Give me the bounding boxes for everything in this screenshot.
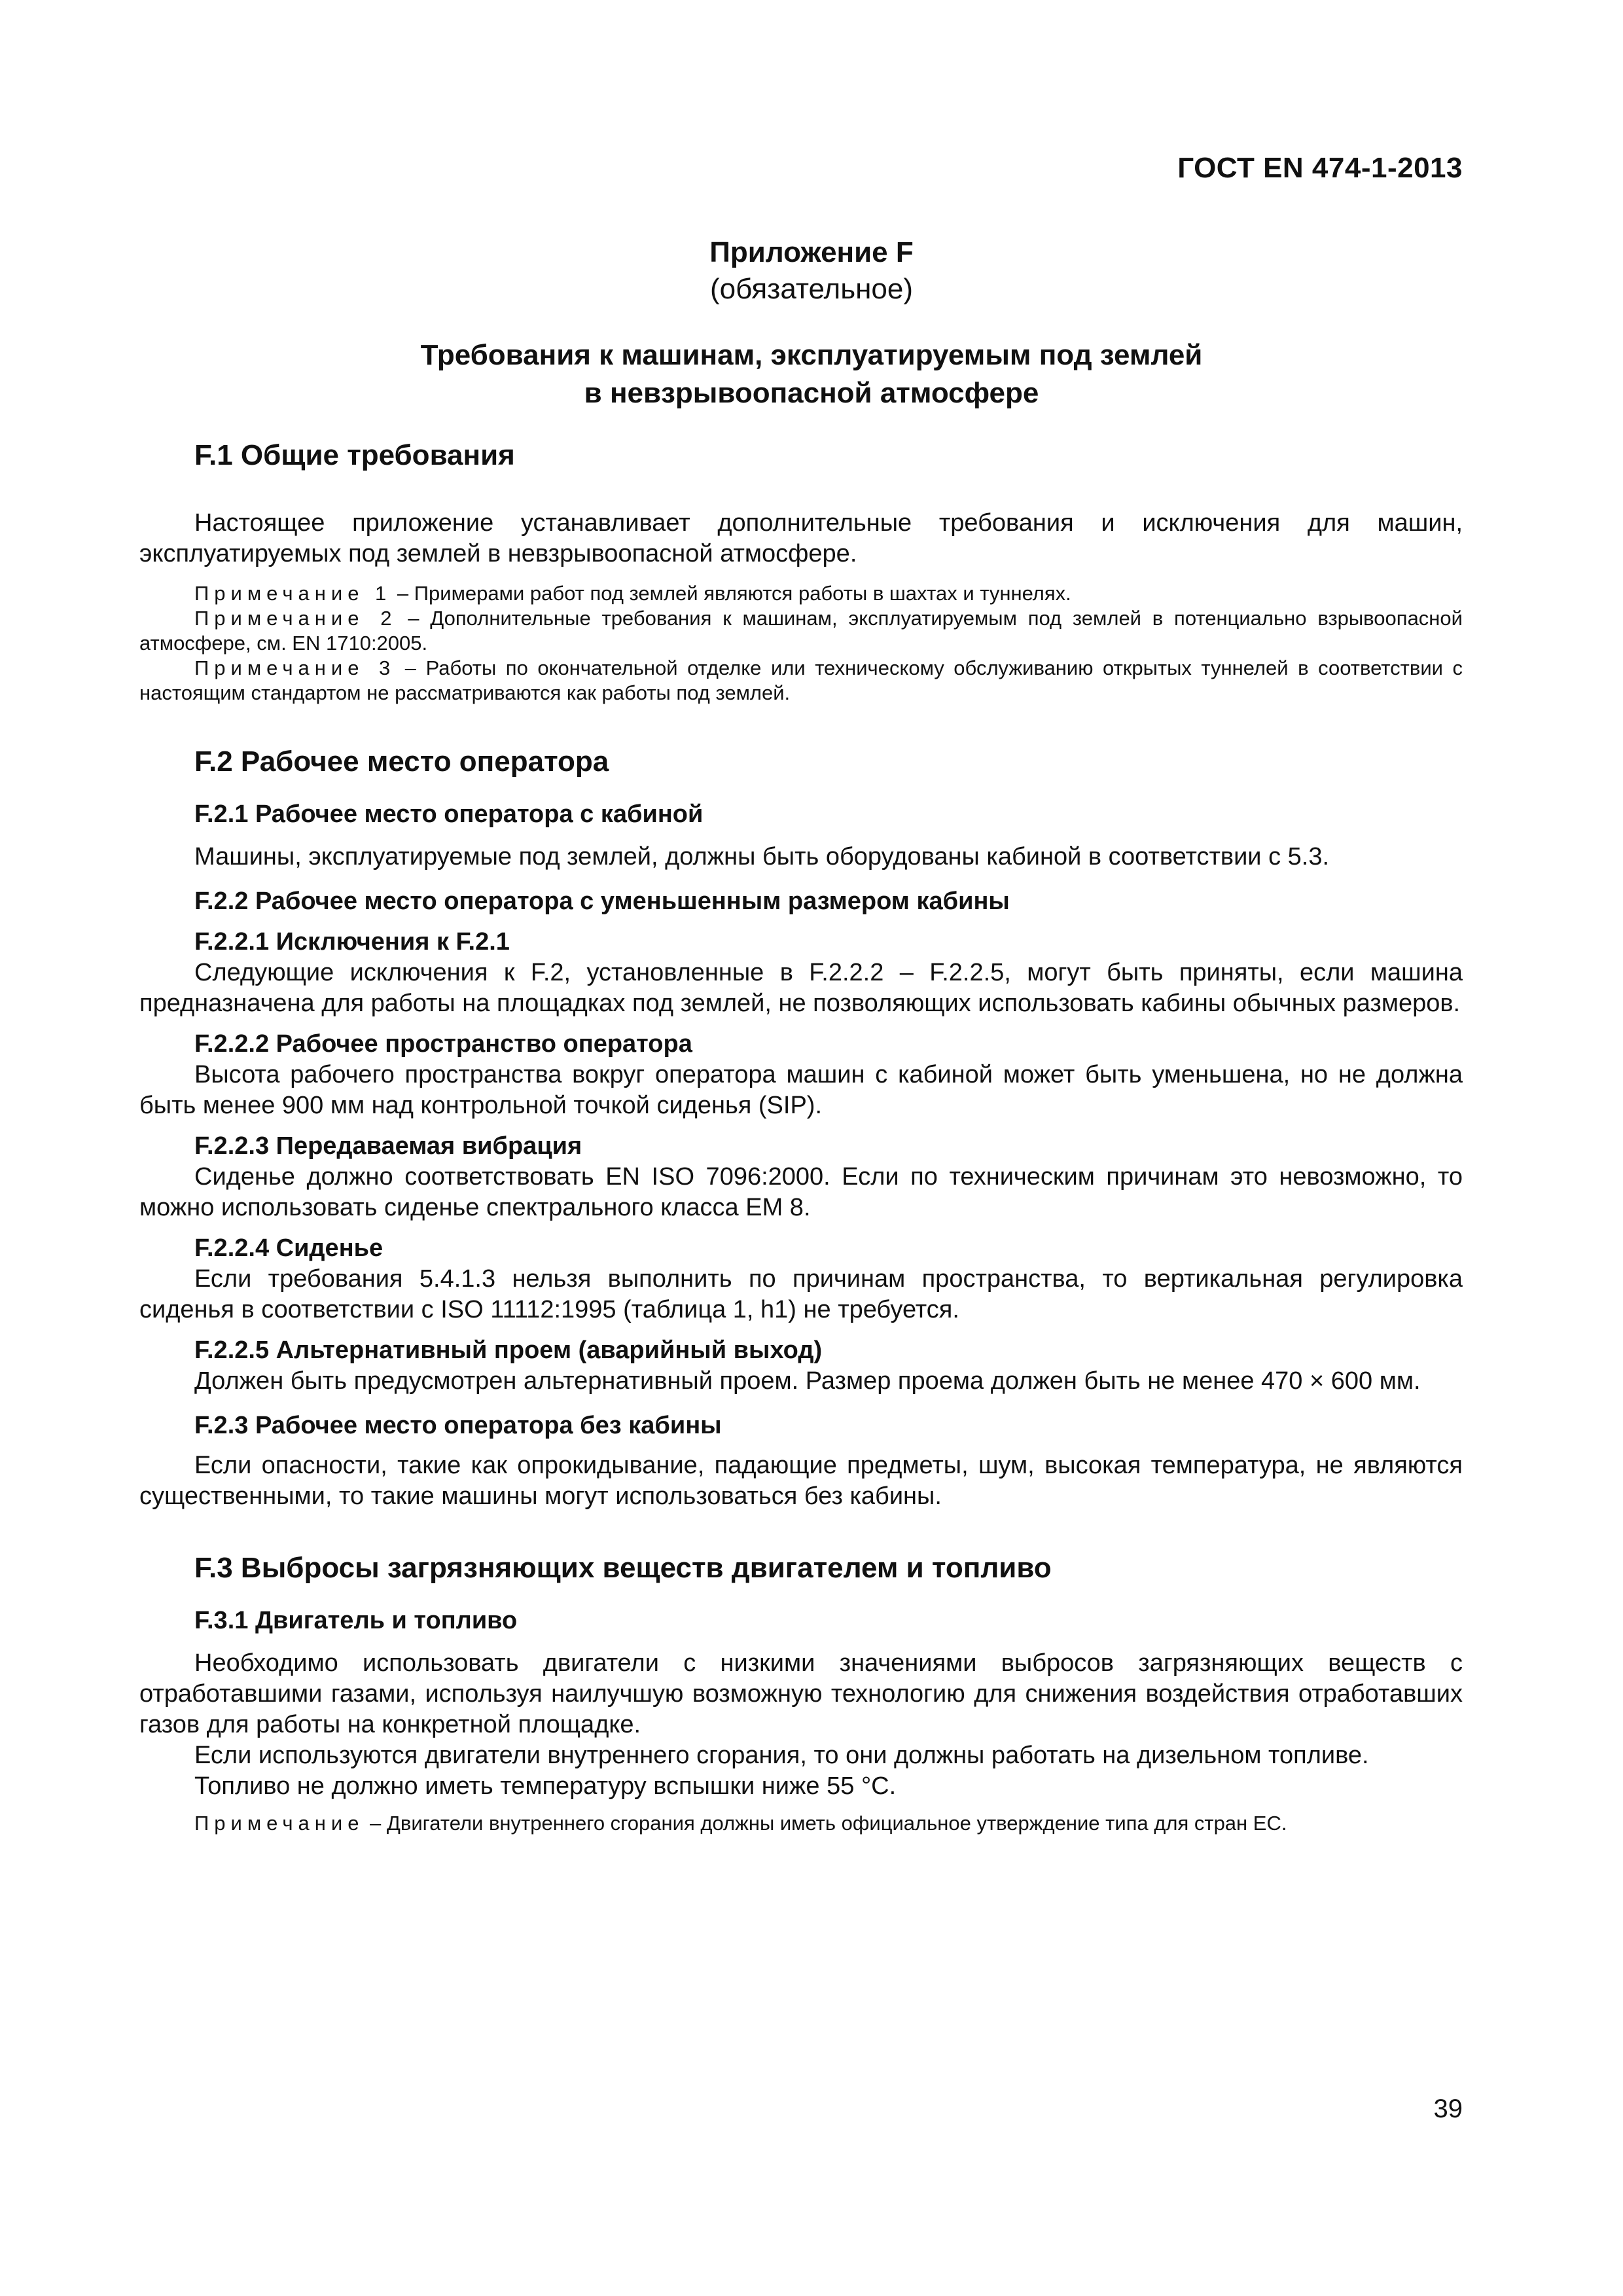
note-1-label: Примечание 1 — [194, 582, 392, 605]
document-id: ГОСТ EN 474-1-2013 — [1177, 152, 1463, 184]
note-1-text: – Примерами работ под землей являются работы в шахтах и туннелях. — [391, 582, 1071, 605]
note-f31-text: – Двигатели внутреннего сгорания должны иметь официальное утверждение типа для стран ЕС. — [364, 1812, 1287, 1835]
document-body — [139, 437, 1463, 1836]
appendix-type: (обязательное) — [709, 273, 914, 305]
section-f3-heading: F.3 Выбросы загрязняющих веществ двигателем и топливо — [194, 1552, 1052, 1584]
note-2 — [139, 606, 1463, 656]
section-f225-heading: F.2.2.5 Альтернативный проем (аварийный выход) — [194, 1336, 823, 1364]
subject-line-2: в невзрывоопасной атмосфере — [584, 377, 1039, 409]
note-3-label: Примечание 3 — [194, 656, 396, 679]
section-f21-paragraph: Машины, эксплуатируемые под землей, должны быть оборудованы кабиной в соответствии с 5.3. — [194, 843, 1330, 870]
section-f225-paragraph: Должен быть предусмотрен альтернативный проем. Размер проема должен быть не менее 470 × 600 мм. — [194, 1367, 1421, 1395]
section-f31-paragraph-2: Если используются двигатели внутреннего сгорания, то они должны работать на дизельном топливе. — [194, 1742, 1369, 1769]
section-f31-paragraph-1: Необходимо использовать двигатели с низкими значениями выбросов загрязняющих веществ с отработавшими газами, используя наилучшую возможную технологию для снижения воздействия отработавших газов для работы на конкретной площадке. — [139, 1649, 1463, 1738]
appendix-heading — [0, 234, 1623, 308]
section-f1-paragraph: Настоящее приложение устанавливает дополнительные требования и исключения для машин, эксплуатируемых под землей в невзрывоопасной атмосфере. — [139, 509, 1463, 567]
section-f23-paragraph: Если опасности, такие как опрокидывание, падающие предметы, шум, высокая температура, не являются существенными, то такие машины могут использоваться без кабины. — [139, 1452, 1463, 1510]
note-f31-label: Примечание — [194, 1812, 365, 1835]
note-1 — [139, 581, 1463, 606]
note-3 — [139, 656, 1463, 706]
section-f22-heading: F.2.2 Рабочее место оператора с уменьшенным размером кабины — [194, 888, 1010, 915]
section-f221-heading: F.2.2.1 Исключения к F.2.1 — [194, 928, 510, 956]
note-2-text: – Дополнительные требования к машинам, эксплуатируемым под землей в потенциально взрывоопасной атмосфере, см. EN 1710:2005. — [139, 607, 1463, 655]
subject-line-1: Требования к машинам, эксплуатируемым под землей — [420, 339, 1203, 371]
section-f1-heading: F.1 Общие требования — [194, 439, 515, 471]
section-f31-heading: F.3.1 Двигатель и топливо — [194, 1607, 518, 1634]
note-3-text: – Работы по окончательной отделке или техническому обслуживанию открытых туннелей в соответствии с настоящим стандартом не рассматриваются как работы под землей. — [139, 656, 1463, 704]
section-f223-paragraph: Сиденье должно соответствовать EN ISO 7096:2000. Если по техническим причинам это невозможно, то можно использовать сиденье спектрального класса EM 8. — [139, 1163, 1463, 1221]
note-f31 — [139, 1811, 1463, 1836]
section-f222-heading: F.2.2.2 Рабочее пространство оператора — [194, 1030, 692, 1058]
note-2-label: Примечание 2 — [194, 607, 397, 630]
section-f221-paragraph: Следующие исключения к F.2, установленные в F.2.2.2 – F.2.2.5, могут быть приняты, если машина предназначена для работы на площадках под землей, не позволяющих использовать кабины обычных размеров. — [139, 959, 1463, 1017]
appendix-subject — [0, 336, 1623, 412]
page-number: 39 — [1433, 2094, 1463, 2123]
section-f31-paragraph-3: Топливо не должно иметь температуру вспышки ниже 55 °С. — [194, 1772, 897, 1800]
section-f224-heading: F.2.2.4 Сиденье — [194, 1234, 383, 1262]
section-f224-paragraph: Если требования 5.4.1.3 нельзя выполнить по причинам пространства, то вертикальная регулировка сиденья в соответствии с ISO 11112:1995 (таблица 1, h1) не требуется. — [139, 1265, 1463, 1323]
section-f223-heading: F.2.2.3 Передаваемая вибрация — [194, 1132, 582, 1160]
section-f222-paragraph: Высота рабочего пространства вокруг оператора машин с кабиной может быть уменьшена, но не должна быть менее 900 мм над контрольной точкой сиденья (SIP). — [139, 1061, 1463, 1119]
appendix-title: Приложение F — [709, 236, 914, 268]
section-f23-heading: F.2.3 Рабочее место оператора без кабины — [194, 1412, 722, 1439]
section-f21-heading: F.2.1 Рабочее место оператора с кабиной — [194, 800, 704, 828]
section-f2-heading: F.2 Рабочее место оператора — [194, 745, 609, 778]
